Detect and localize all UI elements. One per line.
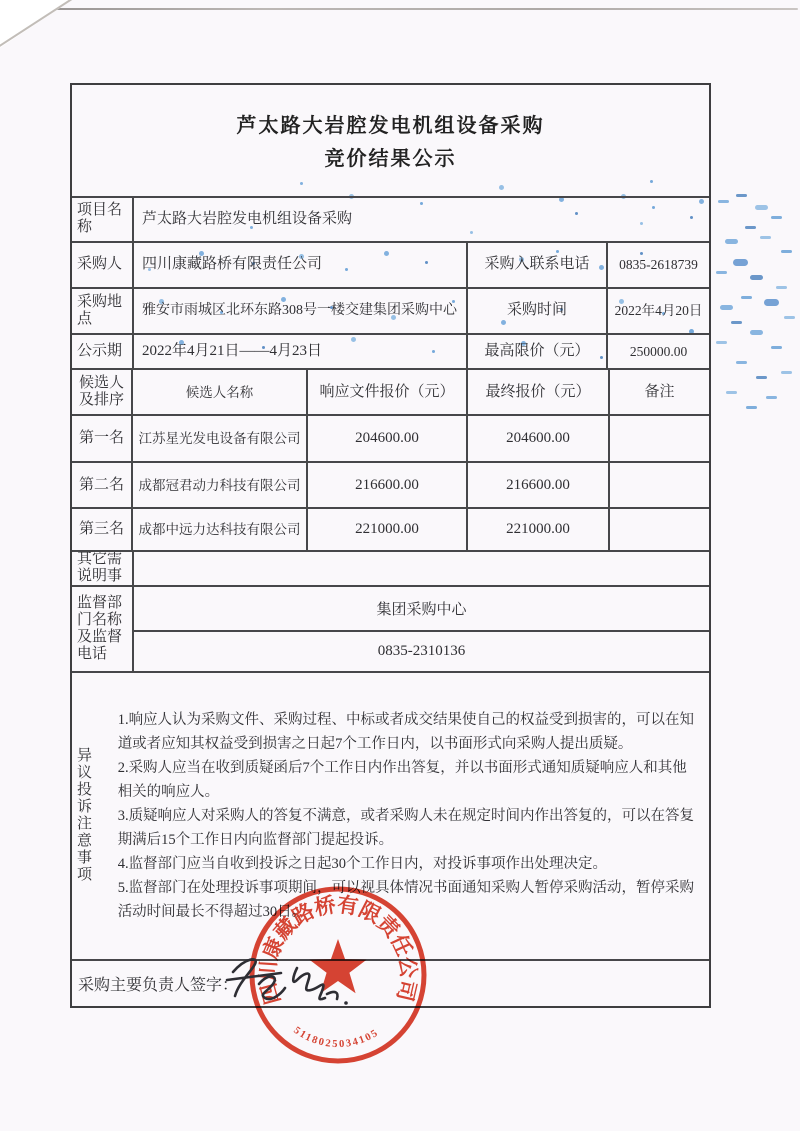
buyer-label: 采购人 (77, 256, 123, 273)
other-notes-label: 其它需说明事 (77, 551, 123, 585)
objection-label: 异议投诉注意事项 (77, 747, 93, 883)
seal-company-name: 四川康藏路桥有限责任公司 (255, 892, 421, 1008)
objection-item-2: 2.采购人应当在收到质疑函后7个工作日内作出答复，并以书面形式通知质疑响应人和其他相关的响应人。 (117, 759, 687, 800)
candidate-2-note (608, 463, 709, 507)
seal-registration-number: 5118025034105 (291, 1024, 381, 1051)
buyer-value: 四川康藏路桥有限责任公司 (132, 243, 466, 287)
candidate-1-name: 江苏星光发电设备有限公司 (131, 416, 306, 461)
document-title-line1: 芦太路大岩腔发电机组设备采购 (236, 115, 545, 138)
objection-item-4: 4.监督部门应当自收到投诉之日起30个工作日内，对投诉事项作出处理决定。 (117, 855, 608, 872)
row-other-notes (72, 550, 709, 585)
candidate-row-1 (72, 414, 709, 461)
publicity-period-label: 公示期 (77, 343, 123, 360)
handwritten-signature (225, 950, 355, 1010)
scan-top-edge-artifact (56, 8, 798, 10)
header-rank: 候选人及排序 (78, 375, 124, 409)
candidate-1-note (608, 416, 709, 461)
candidate-3-note (608, 509, 709, 550)
row-buyer (72, 241, 709, 287)
project-name-label: 项目名称 (77, 202, 123, 236)
row-supervision (72, 585, 709, 671)
candidate-3-name: 成都中远力达科技有限公司 (131, 509, 306, 550)
svg-text:5118025034105 (291, 1025, 380, 1050)
header-final-bid: 最终报价（元） (466, 370, 608, 414)
buyer-phone-label: 采购入联系电话 (466, 243, 606, 287)
other-notes-value (132, 552, 709, 585)
candidate-3-final: 221000.00 (466, 509, 608, 550)
page-corner-fold (0, 0, 72, 48)
candidate-2-bid: 216600.00 (306, 463, 466, 507)
max-price-label: 最高限价（元） (466, 335, 606, 368)
candidate-1-rank: 第一名 (78, 430, 124, 447)
objection-item-5: 5.监督部门在处理投诉事项期间，可以视具体情况书面通知采购人暂停采购活动，暂停采购活动时间最长不得超过30日。 (117, 879, 695, 920)
candidate-2-final: 216600.00 (466, 463, 608, 507)
document-title-block (72, 85, 709, 196)
header-remarks: 备注 (608, 370, 709, 414)
purchase-time-value: 2022年4月20日 (606, 289, 709, 334)
header-response-bid: 响应文件报价（元） (306, 370, 466, 414)
max-price-value: 250000.00 (606, 335, 709, 368)
purchase-time-label: 采购时间 (466, 289, 606, 334)
supervision-department: 集团采购中心 (376, 601, 467, 618)
location-value: 雅安市雨城区北环东路308号一楼交建集团采购中心 (132, 289, 466, 334)
row-publicity-period (72, 333, 709, 368)
buyer-phone-value: 0835-2618739 (606, 243, 709, 287)
header-candidate-name: 候选人名称 (131, 370, 306, 414)
row-location (72, 287, 709, 334)
row-project-name (72, 196, 709, 241)
document-title-line2: 竞价结果公示 (324, 148, 457, 171)
candidates-header-row (72, 368, 709, 414)
candidate-2-name: 成都冠君动力科技有限公司 (131, 463, 306, 507)
candidate-2-rank: 第二名 (78, 476, 124, 493)
candidate-1-final: 204600.00 (466, 416, 608, 461)
candidate-3-bid: 221000.00 (306, 509, 466, 550)
candidate-3-rank: 第三名 (78, 520, 124, 537)
project-name-value: 芦太路大岩腔发电机组设备采购 (132, 198, 709, 241)
signature-label: 采购主要负责人签字： (78, 977, 239, 995)
objection-item-1: 1.响应人认为采购文件、采购过程、中标或者成交结果使自己的权益受到损害的，可以在知道或者应知其权益受到损害之日起7个工作日内，以书面形式向采购人提出质疑。 (117, 711, 695, 752)
candidate-row-3 (72, 507, 709, 550)
supervision-label: 监督部门名称及监督电话 (77, 594, 123, 662)
procurement-result-table (70, 83, 711, 1008)
candidate-row-2 (72, 461, 709, 507)
location-label: 采购地点 (77, 293, 123, 327)
publicity-period-value: 2022年4月21日——4月23日 (132, 335, 466, 368)
objection-item-3: 3.质疑响应人对采购人的答复不满意，或者采购人未在规定时间内作出答复的，可以在答复期满后15个工作日内向监督部门提起投诉。 (117, 807, 695, 848)
candidate-1-bid: 204600.00 (306, 416, 466, 461)
signature-period-dot (344, 1001, 348, 1005)
supervision-values (132, 587, 709, 671)
supervision-phone: 0835-2310136 (134, 630, 709, 671)
